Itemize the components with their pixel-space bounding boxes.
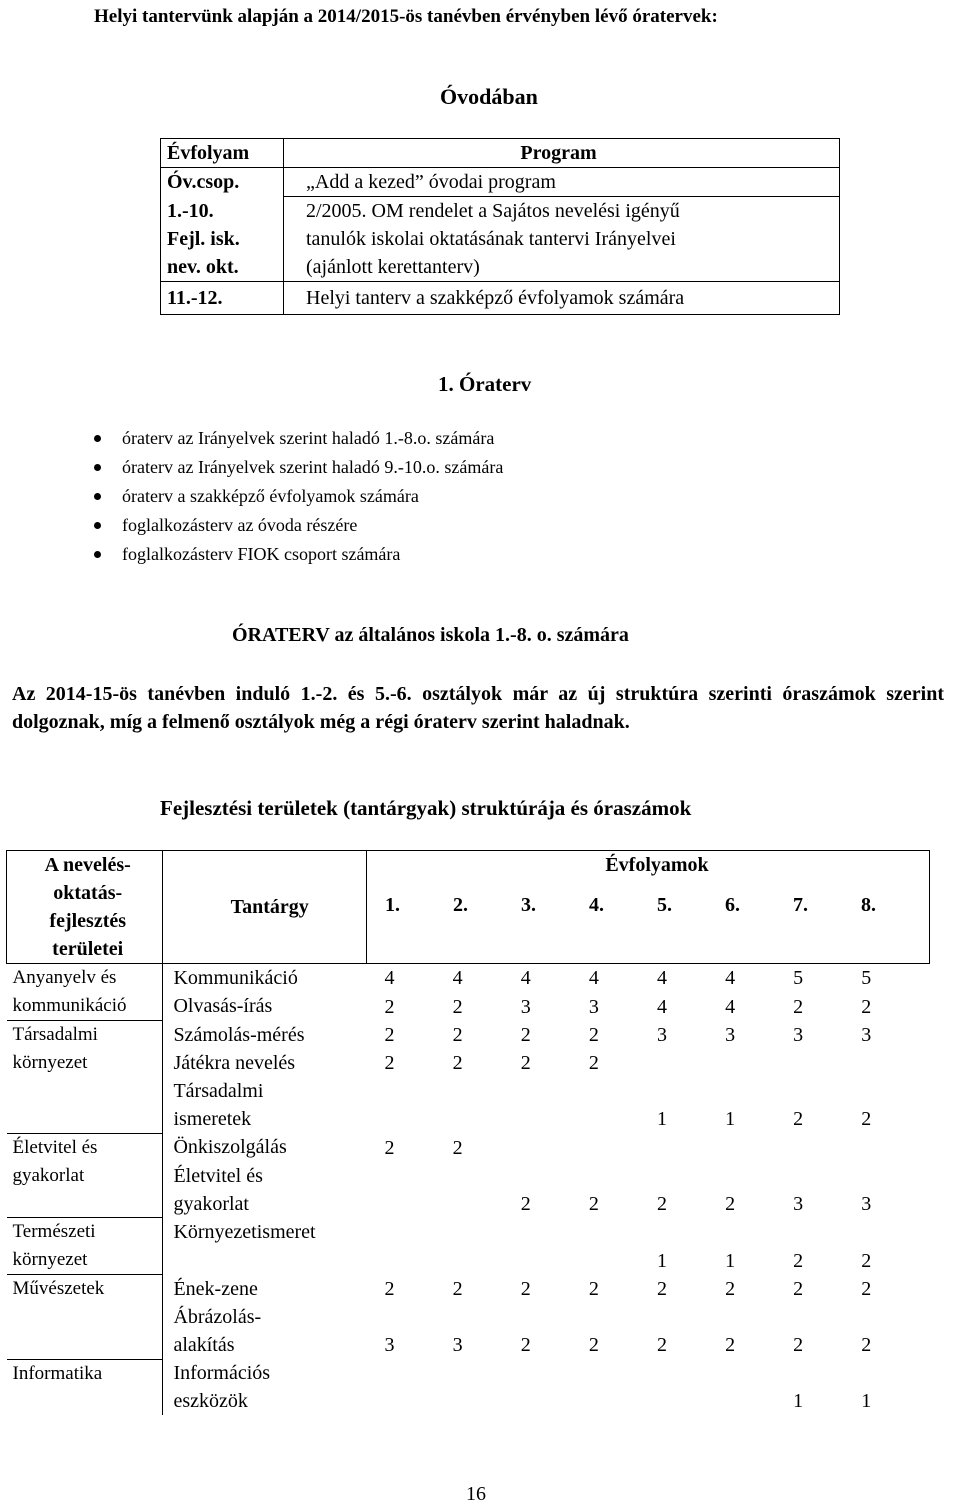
subjects-table bbox=[6, 850, 930, 1415]
hours-cell: 3 bbox=[588, 995, 599, 1018]
header-program: Program bbox=[284, 139, 840, 168]
hours-cell: 2 bbox=[656, 1334, 667, 1356]
page-heading: Helyi tantervünk alapján a 2014/2015-ös tanévben érvényben lévő óratervek: bbox=[94, 6, 718, 27]
hours-cell bbox=[657, 1133, 725, 1162]
hours-cell bbox=[589, 1133, 657, 1162]
hours-cell: 1 bbox=[656, 1108, 667, 1130]
program-cell: tanulók iskolai oktatásának tantervi Irányelvei bbox=[284, 225, 840, 253]
hours-cell: 1 bbox=[725, 1249, 736, 1272]
grade-cell: 11.-12. bbox=[161, 282, 284, 315]
subject-cell bbox=[163, 1359, 367, 1415]
subject-cell bbox=[163, 1162, 367, 1218]
subject-line: Életvitel és bbox=[173, 1164, 263, 1187]
hours-cell: 2 bbox=[520, 1278, 531, 1300]
area-cell: környezet bbox=[7, 1049, 163, 1077]
area-header bbox=[7, 851, 163, 964]
hours-cell: 2 bbox=[452, 1136, 463, 1159]
subject-line: Társadalmi bbox=[173, 1080, 264, 1102]
hours-cell: 2 bbox=[520, 1024, 531, 1046]
hours-cell: 3 bbox=[452, 1334, 463, 1356]
hours-cell: 4 bbox=[384, 967, 395, 989]
subjects-title: Fejlesztési területek (tantárgyak) struktúrája és óraszámok bbox=[160, 796, 692, 820]
hours-cell: 3 bbox=[861, 1024, 872, 1046]
hours-cell bbox=[861, 1133, 929, 1162]
area-cell bbox=[7, 1303, 163, 1359]
hours-cell bbox=[725, 1359, 793, 1415]
table-row bbox=[7, 1162, 930, 1218]
hours-cell bbox=[366, 1218, 452, 1275]
program-cell: „Add a kezed” óvodai program bbox=[284, 168, 840, 197]
subject-header: Tantárgy bbox=[163, 851, 367, 964]
hours-cell: 4 bbox=[725, 967, 736, 989]
area-header-line: területei bbox=[52, 938, 124, 960]
grade-label: 2. bbox=[452, 894, 468, 916]
list-item bbox=[94, 511, 503, 540]
subject-line: Kommunikáció bbox=[173, 967, 298, 989]
hours-cell bbox=[793, 1049, 861, 1077]
program-cell: 2/2005. OM rendelet a Sajátos nevelési igényű bbox=[284, 197, 840, 226]
list-item bbox=[94, 482, 503, 511]
list-item bbox=[94, 424, 503, 453]
bullet-icon bbox=[94, 522, 101, 529]
hours-cell: 2 bbox=[588, 1334, 599, 1356]
subject-line: Számolás-mérés bbox=[173, 1023, 305, 1046]
subject-line: Környezetismeret bbox=[173, 1220, 316, 1243]
table-row bbox=[161, 282, 840, 315]
subject-cell bbox=[163, 964, 367, 993]
grade-label: 1. bbox=[384, 894, 400, 916]
hours-cell: 2 bbox=[861, 995, 872, 1018]
oraterv-title: 1. Óraterv bbox=[438, 372, 532, 396]
hours-cell: 2 bbox=[656, 1278, 667, 1300]
subject-line: Ének-zene bbox=[173, 1277, 258, 1300]
hours-cell: 2 bbox=[384, 1024, 395, 1046]
hours-cell: 2 bbox=[452, 1024, 463, 1046]
table-row bbox=[161, 253, 840, 282]
hours-cell bbox=[589, 1359, 657, 1415]
table-header-row bbox=[7, 851, 930, 964]
subject-line: Játékra nevelés bbox=[173, 1052, 296, 1074]
subject-line: ismeretek bbox=[173, 1108, 252, 1130]
hours-cell bbox=[366, 1359, 452, 1415]
hours-cell: 2 bbox=[384, 1278, 395, 1300]
hours-cell: 1 bbox=[793, 1390, 804, 1412]
hours-cell: 2 bbox=[861, 1334, 872, 1356]
hours-cell: 2 bbox=[384, 1052, 395, 1074]
hours-cell: 2 bbox=[588, 1052, 599, 1074]
grade-cell: Fejl. isk. bbox=[161, 225, 284, 253]
hours-cell: 1 bbox=[861, 1390, 872, 1412]
grade-label: 5. bbox=[656, 894, 672, 916]
hours-cell: 2 bbox=[793, 1108, 804, 1130]
hours-cell: 3 bbox=[656, 1024, 667, 1046]
area-line: környezet bbox=[12, 1249, 88, 1270]
subjects-body bbox=[7, 964, 930, 1416]
grades-header bbox=[366, 851, 929, 964]
area-cell: kommunikáció bbox=[7, 992, 163, 1021]
subject-cell bbox=[163, 1077, 367, 1133]
table-row bbox=[7, 1021, 930, 1050]
hours-cell: 2 bbox=[520, 1334, 531, 1356]
hours-cell: 3 bbox=[793, 1024, 804, 1046]
list-item-text: óraterv az Irányelvek szerint haladó 1.-8.o. számára bbox=[122, 428, 495, 448]
table-row bbox=[7, 1218, 930, 1275]
table-row bbox=[7, 1359, 930, 1415]
table-row bbox=[7, 1303, 930, 1359]
table-row bbox=[161, 225, 840, 253]
subject-cell bbox=[163, 1303, 367, 1359]
subject-cell bbox=[163, 1275, 367, 1304]
subject-line: Információs bbox=[173, 1362, 271, 1384]
hours-cell: 1 bbox=[656, 1249, 667, 1272]
area-header-line: oktatás- bbox=[53, 882, 123, 904]
header-evfolyam: Évfolyam bbox=[161, 139, 284, 168]
hours-cell: 2 bbox=[793, 995, 804, 1018]
list-item bbox=[94, 453, 503, 482]
hours-cell: 2 bbox=[725, 1334, 736, 1356]
evfolyamok-label: Évfolyamok bbox=[605, 854, 709, 876]
hours-cell: 2 bbox=[588, 1024, 599, 1046]
list-item-text: óraterv a szakképző évfolyamok számára bbox=[122, 486, 419, 506]
grade-label: 4. bbox=[588, 894, 604, 916]
subject-cell bbox=[163, 992, 367, 1021]
grade-label: 8. bbox=[860, 894, 876, 916]
bullet-icon bbox=[94, 435, 101, 442]
grade-cell: Óv.csop. bbox=[161, 168, 284, 197]
oraterv-list bbox=[94, 424, 503, 569]
grade-label: 6. bbox=[724, 894, 740, 916]
hours-cell: 2 bbox=[588, 1192, 599, 1215]
subject-line: eszközök bbox=[173, 1390, 248, 1412]
bullet-icon bbox=[94, 493, 101, 500]
hours-cell: 4 bbox=[520, 967, 531, 989]
grade-labels bbox=[385, 891, 929, 919]
subject-line: gyakorlat bbox=[173, 1192, 249, 1215]
subject-cell bbox=[163, 1133, 367, 1162]
table-row bbox=[161, 139, 840, 168]
list-item-text: foglalkozásterv FIOK csoport számára bbox=[122, 544, 401, 564]
hours-cell bbox=[589, 1218, 657, 1275]
hours-cell: 4 bbox=[725, 995, 736, 1018]
hours-cell bbox=[521, 1133, 589, 1162]
grade-label: 7. bbox=[792, 894, 808, 916]
hours-cell: 4 bbox=[656, 995, 667, 1018]
hours-cell: 2 bbox=[520, 1052, 531, 1074]
table-row bbox=[7, 1275, 930, 1304]
hours-cell bbox=[366, 1162, 452, 1218]
hours-cell: 2 bbox=[793, 1278, 804, 1300]
list-item-text: óraterv az Irányelvek szerint haladó 9.-10.o. számára bbox=[122, 457, 504, 477]
table-row bbox=[7, 1077, 930, 1133]
hours-cell: 2 bbox=[861, 1108, 872, 1130]
hours-cell: 2 bbox=[452, 1278, 463, 1300]
oraterv-alt-title: ÓRATERV az általános iskola 1.-8. o. számára bbox=[232, 624, 629, 646]
hours-cell: 2 bbox=[861, 1278, 872, 1300]
area-cell: gyakorlat bbox=[7, 1162, 163, 1218]
hours-cell: 3 bbox=[793, 1192, 804, 1215]
page-number: 16 bbox=[466, 1483, 486, 1505]
hours-cell: 1 bbox=[725, 1108, 736, 1130]
hours-cell: 2 bbox=[725, 1278, 736, 1300]
table-row bbox=[161, 197, 840, 226]
hours-cell: 2 bbox=[384, 995, 395, 1018]
area-header-line: fejlesztés bbox=[49, 910, 127, 932]
table-row bbox=[7, 1049, 930, 1077]
area-cell: Anyanyelv és bbox=[7, 964, 163, 993]
subject-cell bbox=[163, 1049, 367, 1077]
hours-cell bbox=[657, 1359, 725, 1415]
hours-cell: 2 bbox=[793, 1249, 804, 1272]
hours-cell: 4 bbox=[656, 967, 667, 989]
hours-cell bbox=[453, 1077, 521, 1133]
hours-cell: 3 bbox=[384, 1334, 395, 1356]
hours-cell: 2 bbox=[452, 1052, 463, 1074]
program-cell: (ajánlott kerettanterv) bbox=[284, 253, 840, 282]
ovoda-title: Óvodában bbox=[440, 84, 538, 109]
subject-line: Önkiszolgálás bbox=[173, 1136, 287, 1158]
area-cell bbox=[7, 1077, 163, 1133]
hours-cell: 2 bbox=[452, 995, 463, 1018]
area-cell: Társadalmi bbox=[7, 1021, 163, 1050]
hours-cell: 2 bbox=[861, 1249, 872, 1272]
grade-label: 3. bbox=[520, 894, 536, 916]
area-cell: Művészetek bbox=[7, 1275, 163, 1304]
bullet-icon bbox=[94, 551, 101, 558]
hours-cell: 2 bbox=[520, 1192, 531, 1215]
subject-line: Ábrázolás- bbox=[173, 1306, 262, 1328]
subject-line: Olvasás-írás bbox=[173, 995, 273, 1017]
grade-cell: nev. okt. bbox=[161, 253, 284, 282]
hours-cell: 5 bbox=[861, 967, 872, 989]
hours-cell bbox=[521, 1359, 589, 1415]
hours-cell bbox=[453, 1218, 521, 1275]
list-item bbox=[94, 540, 503, 569]
list-item-text: foglalkozásterv az óvoda részére bbox=[122, 515, 358, 535]
subject-cell bbox=[163, 1021, 367, 1050]
hours-cell: 2 bbox=[588, 1278, 599, 1300]
hours-cell: 2 bbox=[725, 1192, 736, 1215]
area-line: Természeti bbox=[12, 1221, 96, 1242]
hours-cell: 2 bbox=[384, 1136, 395, 1159]
area-cell: Életvitel és bbox=[7, 1133, 163, 1162]
hours-cell bbox=[725, 1133, 793, 1162]
area-cell: Informatika bbox=[7, 1359, 163, 1415]
hours-cell: 4 bbox=[588, 967, 599, 989]
table-row bbox=[161, 168, 840, 197]
intro-paragraph: Az 2014-15-ös tanévben induló 1.-2. és 5.-6. osztályok már az új struktúra szerinti óraszámok szerint dolgoznak, míg a felmenő osztályok még a régi óraterv szerint haladnak. bbox=[12, 683, 944, 733]
hours-cell bbox=[366, 1077, 452, 1133]
hours-cell bbox=[861, 1049, 929, 1077]
hours-cell bbox=[589, 1077, 657, 1133]
hours-cell: 2 bbox=[656, 1192, 667, 1215]
subject-line: alakítás bbox=[173, 1334, 235, 1356]
hours-cell: 5 bbox=[793, 967, 804, 989]
hours-cell bbox=[725, 1049, 793, 1077]
area-cell bbox=[7, 1218, 163, 1275]
area-header-line: A nevelés- bbox=[44, 854, 131, 876]
hours-cell bbox=[453, 1359, 521, 1415]
table-row bbox=[7, 1133, 930, 1162]
hours-cell bbox=[657, 1049, 725, 1077]
hours-cell: 2 bbox=[793, 1334, 804, 1356]
hours-cell bbox=[521, 1077, 589, 1133]
hours-cell bbox=[453, 1162, 521, 1218]
table-row bbox=[7, 992, 930, 1021]
hours-cell bbox=[793, 1133, 861, 1162]
table-row bbox=[7, 964, 930, 993]
hours-cell: 3 bbox=[725, 1024, 736, 1046]
grade-cell: 1.-10. bbox=[161, 197, 284, 226]
bullet-icon bbox=[94, 464, 101, 471]
hours-cell: 4 bbox=[452, 967, 463, 989]
program-cell: Helyi tanterv a szakképző évfolyamok számára bbox=[284, 282, 840, 315]
hours-cell: 3 bbox=[520, 995, 531, 1018]
ovoda-program-table bbox=[160, 138, 840, 315]
subject-cell bbox=[163, 1218, 367, 1275]
hours-cell bbox=[521, 1218, 589, 1275]
hours-cell: 3 bbox=[861, 1192, 872, 1215]
